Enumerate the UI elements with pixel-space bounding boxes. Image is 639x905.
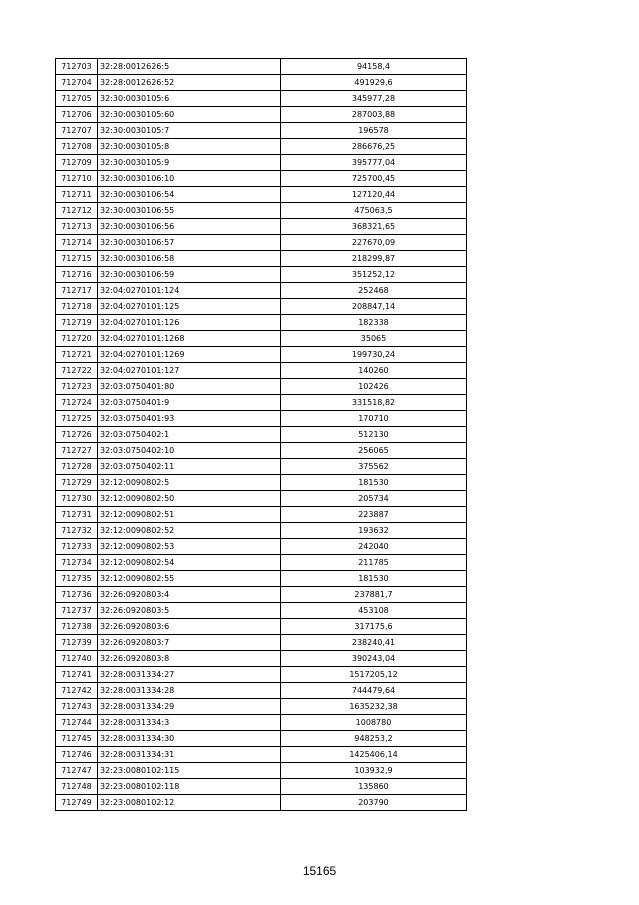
value-cell: 181530 [281,475,467,491]
cadastral-number-cell: 32:04:0270101:1269 [98,347,281,363]
value-cell: 1425406,14 [281,747,467,763]
table-row [56,59,467,75]
table-row [56,139,467,155]
value-cell: 127120,44 [281,187,467,203]
cadastral-number-cell: 32:12:0090802:52 [98,523,281,539]
row-id-cell: 712723 [56,379,98,395]
row-id-cell: 712717 [56,283,98,299]
value-cell: 475063,5 [281,203,467,219]
row-id-cell: 712721 [56,347,98,363]
table-row [56,347,467,363]
value-cell: 94158,4 [281,59,467,75]
value-cell: 208847,14 [281,299,467,315]
row-id-cell: 712724 [56,395,98,411]
value-cell: 317175,6 [281,619,467,635]
row-id-cell: 712722 [56,363,98,379]
row-id-cell: 712711 [56,187,98,203]
value-cell: 193632 [281,523,467,539]
table-row [56,459,467,475]
value-cell: 512130 [281,427,467,443]
row-id-cell: 712744 [56,715,98,731]
cadastral-number-cell: 32:30:0030106:59 [98,267,281,283]
row-id-cell: 712732 [56,523,98,539]
value-cell: 744479,64 [281,683,467,699]
row-id-cell: 712735 [56,571,98,587]
cadastral-number-cell: 32:26:0920803:7 [98,635,281,651]
cadastral-number-cell: 32:28:0031334:28 [98,683,281,699]
cadastral-number-cell: 32:23:0080102:115 [98,763,281,779]
row-id-cell: 712749 [56,795,98,811]
table-row [56,251,467,267]
value-cell: 1517205,12 [281,667,467,683]
table-row [56,763,467,779]
row-id-cell: 712715 [56,251,98,267]
cadastral-number-cell: 32:28:0031334:29 [98,699,281,715]
table-row [56,747,467,763]
table-row [56,171,467,187]
cadastral-number-cell: 32:12:0090802:53 [98,539,281,555]
value-cell: 227670,09 [281,235,467,251]
cadastral-number-cell: 32:30:0030106:58 [98,251,281,267]
value-cell: 196578 [281,123,467,139]
cadastral-number-cell: 32:28:0012626:52 [98,75,281,91]
table-row [56,683,467,699]
row-id-cell: 712712 [56,203,98,219]
value-cell: 211785 [281,555,467,571]
cadastral-number-cell: 32:03:0750401:80 [98,379,281,395]
row-id-cell: 712718 [56,299,98,315]
value-cell: 242040 [281,539,467,555]
cadastral-number-cell: 32:12:0090802:50 [98,491,281,507]
cadastral-number-cell: 32:30:0030106:55 [98,203,281,219]
value-cell: 238240,41 [281,635,467,651]
cadastral-number-cell: 32:12:0090802:5 [98,475,281,491]
table-row [56,635,467,651]
cadastral-number-cell: 32:03:0750402:11 [98,459,281,475]
row-id-cell: 712745 [56,731,98,747]
cadastral-number-cell: 32:30:0030105:7 [98,123,281,139]
table-row [56,123,467,139]
row-id-cell: 712720 [56,331,98,347]
cadastral-number-cell: 32:26:0920803:6 [98,619,281,635]
cadastral-number-cell: 32:30:0030106:56 [98,219,281,235]
value-cell: 390243,04 [281,651,467,667]
table-row [56,219,467,235]
row-id-cell: 712731 [56,507,98,523]
cadastral-value-table [55,58,467,811]
value-cell: 237881,7 [281,587,467,603]
table-row [56,299,467,315]
table-row [56,667,467,683]
row-id-cell: 712710 [56,171,98,187]
table-body [56,59,467,811]
table-row [56,203,467,219]
value-cell: 199730,24 [281,347,467,363]
row-id-cell: 712726 [56,427,98,443]
row-id-cell: 712736 [56,587,98,603]
table-row [56,155,467,171]
cadastral-number-cell: 32:04:0270101:1268 [98,331,281,347]
table-row [56,91,467,107]
table-row [56,363,467,379]
cadastral-number-cell: 32:30:0030105:60 [98,107,281,123]
value-cell: 35065 [281,331,467,347]
value-cell: 205734 [281,491,467,507]
value-cell: 491929,6 [281,75,467,91]
value-cell: 170710 [281,411,467,427]
value-cell: 287003,88 [281,107,467,123]
row-id-cell: 712727 [56,443,98,459]
cadastral-number-cell: 32:30:0030105:6 [98,91,281,107]
row-id-cell: 712746 [56,747,98,763]
cadastral-number-cell: 32:12:0090802:54 [98,555,281,571]
value-cell: 351252,12 [281,267,467,283]
value-cell: 182338 [281,315,467,331]
table-row [56,603,467,619]
cadastral-number-cell: 32:28:0012626:5 [98,59,281,75]
table-row [56,779,467,795]
table-row [56,507,467,523]
row-id-cell: 712707 [56,123,98,139]
page-number: 15165 [302,864,337,878]
value-cell: 948253,2 [281,731,467,747]
table-row [56,379,467,395]
cadastral-number-cell: 32:26:0920803:4 [98,587,281,603]
table-row [56,491,467,507]
table-row [56,571,467,587]
value-cell: 1008780 [281,715,467,731]
row-id-cell: 712747 [56,763,98,779]
row-id-cell: 712706 [56,107,98,123]
value-cell: 453108 [281,603,467,619]
row-id-cell: 712738 [56,619,98,635]
value-cell: 203790 [281,795,467,811]
cadastral-number-cell: 32:04:0270101:124 [98,283,281,299]
cadastral-number-cell: 32:04:0270101:127 [98,363,281,379]
row-id-cell: 712728 [56,459,98,475]
cadastral-number-cell: 32:30:0030105:9 [98,155,281,171]
cadastral-number-cell: 32:26:0920803:8 [98,651,281,667]
value-cell: 140260 [281,363,467,379]
value-cell: 375562 [281,459,467,475]
cadastral-number-cell: 32:28:0031334:3 [98,715,281,731]
cadastral-number-cell: 32:30:0030105:8 [98,139,281,155]
cadastral-number-cell: 32:23:0080102:118 [98,779,281,795]
table-row [56,187,467,203]
table-row [56,587,467,603]
table-row [56,651,467,667]
table-row [56,443,467,459]
value-cell: 103932,9 [281,763,467,779]
row-id-cell: 712734 [56,555,98,571]
cadastral-number-cell: 32:30:0030106:54 [98,187,281,203]
value-cell: 252468 [281,283,467,299]
value-cell: 725700,45 [281,171,467,187]
value-cell: 256065 [281,443,467,459]
row-id-cell: 712740 [56,651,98,667]
row-id-cell: 712741 [56,667,98,683]
cadastral-number-cell: 32:12:0090802:51 [98,507,281,523]
cadastral-number-cell: 32:23:0080102:12 [98,795,281,811]
cadastral-number-cell: 32:30:0030106:57 [98,235,281,251]
row-id-cell: 712708 [56,139,98,155]
table-row [56,331,467,347]
value-cell: 223887 [281,507,467,523]
row-id-cell: 712742 [56,683,98,699]
row-id-cell: 712716 [56,267,98,283]
table-row [56,539,467,555]
row-id-cell: 712733 [56,539,98,555]
value-cell: 368321,65 [281,219,467,235]
row-id-cell: 712730 [56,491,98,507]
cadastral-number-cell: 32:26:0920803:5 [98,603,281,619]
table-row [56,283,467,299]
row-id-cell: 712748 [56,779,98,795]
cadastral-number-cell: 32:03:0750401:93 [98,411,281,427]
row-id-cell: 712705 [56,91,98,107]
row-id-cell: 712713 [56,219,98,235]
row-id-cell: 712704 [56,75,98,91]
table-row [56,427,467,443]
table-row [56,555,467,571]
cadastral-number-cell: 32:03:0750402:1 [98,427,281,443]
table-row [56,619,467,635]
row-id-cell: 712729 [56,475,98,491]
row-id-cell: 712737 [56,603,98,619]
value-cell: 102426 [281,379,467,395]
row-id-cell: 712709 [56,155,98,171]
cadastral-number-cell: 32:28:0031334:31 [98,747,281,763]
cadastral-number-cell: 32:04:0270101:125 [98,299,281,315]
table-row [56,107,467,123]
table-row [56,715,467,731]
value-cell: 1635232,38 [281,699,467,715]
table-row [56,75,467,91]
table-row [56,699,467,715]
table-row [56,411,467,427]
value-cell: 395777,04 [281,155,467,171]
value-cell: 218299,87 [281,251,467,267]
row-id-cell: 712703 [56,59,98,75]
cadastral-number-cell: 32:12:0090802:55 [98,571,281,587]
table-row [56,475,467,491]
table-row [56,267,467,283]
value-cell: 181530 [281,571,467,587]
cadastral-number-cell: 32:30:0030106:10 [98,171,281,187]
cadastral-number-cell: 32:28:0031334:27 [98,667,281,683]
row-id-cell: 712719 [56,315,98,331]
cadastral-number-cell: 32:04:0270101:126 [98,315,281,331]
row-id-cell: 712725 [56,411,98,427]
table-row [56,795,467,811]
table-row [56,395,467,411]
row-id-cell: 712714 [56,235,98,251]
cadastral-number-cell: 32:03:0750401:9 [98,395,281,411]
cadastral-number-cell: 32:03:0750402:10 [98,443,281,459]
table-row [56,731,467,747]
table-row [56,235,467,251]
table-row [56,523,467,539]
row-id-cell: 712739 [56,635,98,651]
table-row [56,315,467,331]
value-cell: 135860 [281,779,467,795]
value-cell: 345977,28 [281,91,467,107]
cadastral-number-cell: 32:28:0031334:30 [98,731,281,747]
value-cell: 331518,82 [281,395,467,411]
row-id-cell: 712743 [56,699,98,715]
value-cell: 286676,25 [281,139,467,155]
